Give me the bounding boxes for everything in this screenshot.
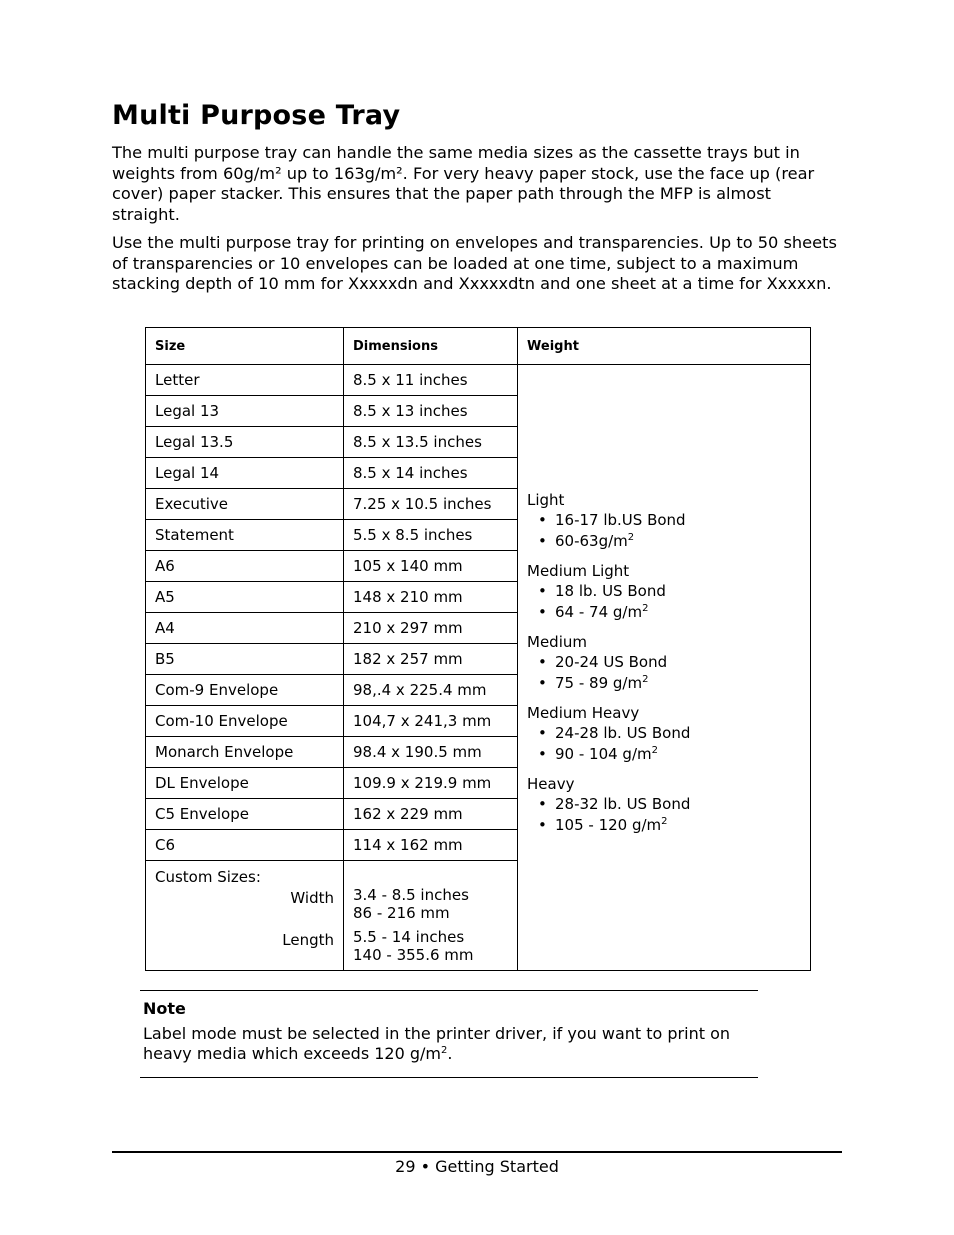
dimensions-cell: 8.5 x 13.5 inches <box>344 427 518 458</box>
weight-bond: • 24-28 lb. US Bond <box>555 723 801 744</box>
note-body: Label mode must be selected in the printer driver, if you want to print on heavy media which exceeds 120 $g/m^2$. <box>143 1024 730 1063</box>
weight-gsm: • $60-63g/m^2$ <box>555 531 801 552</box>
footer-divider <box>112 1151 842 1153</box>
size-cell: Legal 13.5 <box>146 427 344 458</box>
table-body <box>146 365 811 971</box>
dimensions-cell: 148 x 210 mm <box>344 582 518 613</box>
header-dimensions: Dimensions <box>344 328 518 365</box>
weight-group-light <box>527 490 801 552</box>
size-cell: Monarch Envelope <box>146 737 344 768</box>
weight-cell <box>518 365 811 971</box>
dimensions-cell: 8.5 x 11 inches <box>344 365 518 396</box>
weight-bond: • 28-32 lb. US Bond <box>555 794 801 815</box>
custom-sizes-cell <box>146 861 344 971</box>
page-number: 29 <box>395 1157 416 1176</box>
weight-name: Medium Light <box>527 562 630 580</box>
note-top-divider <box>140 990 758 991</box>
dimensions-cell: 162 x 229 mm <box>344 799 518 830</box>
weight-bond: • 18 lb. US Bond <box>555 581 801 602</box>
weight-list <box>527 510 801 552</box>
size-cell: Executive <box>146 489 344 520</box>
weight-group-heavy <box>527 774 801 836</box>
custom-length-mm: 140 - 355.6 mm <box>353 946 474 964</box>
size-cell: Statement <box>146 520 344 551</box>
size-cell: DL Envelope <box>146 768 344 799</box>
header-weight: Weight <box>518 328 811 365</box>
page-title: Multi Purpose Tray <box>112 100 401 131</box>
size-cell: Com-10 Envelope <box>146 706 344 737</box>
weight-gsm: • 105 - 120 $g/m^2$ <box>555 815 801 836</box>
note-heading: Note <box>143 999 186 1018</box>
size-cell: Letter <box>146 365 344 396</box>
custom-width-label: Width <box>290 889 334 907</box>
weight-group-medium-light <box>527 561 801 623</box>
weight-group-medium <box>527 632 801 694</box>
dimensions-cell: 7.25 x 10.5 inches <box>344 489 518 520</box>
size-cell: Legal 13 <box>146 396 344 427</box>
size-cell: A4 <box>146 613 344 644</box>
dimensions-cell: 114 x 162 mm <box>344 830 518 861</box>
media-size-table <box>145 327 811 971</box>
table-header-row <box>146 328 811 365</box>
weight-bond: • 16-17 lb.US Bond <box>555 510 801 531</box>
dimensions-cell: 98.4 x 190.5 mm <box>344 737 518 768</box>
size-cell: A5 <box>146 582 344 613</box>
weight-bond: • 20-24 US Bond <box>555 652 801 673</box>
weight-gsm: • 64 - 74 $g/m^2$ <box>555 602 801 623</box>
dimensions-cell: 8.5 x 13 inches <box>344 396 518 427</box>
dimensions-cell: 105 x 140 mm <box>344 551 518 582</box>
table-row <box>146 365 811 396</box>
weight-gsm: • 75 - 89 $g/m^2$ <box>555 673 801 694</box>
size-cell: Legal 14 <box>146 458 344 489</box>
size-cell: A6 <box>146 551 344 582</box>
weight-list <box>527 794 801 836</box>
custom-width-inches: 3.4 - 8.5 inches <box>353 886 469 904</box>
intro-paragraph: The multi purpose tray can handle the same media sizes as the cassette trays but in weights from 60g/m² up to 163g/m². For very heavy paper stock, use the face up (rear cover) paper stacker. This ensures that the paper path through the MFP is almost straight. <box>112 143 815 224</box>
dimensions-cell: 210 x 297 mm <box>344 613 518 644</box>
footer-section: Getting Started <box>435 1157 559 1176</box>
size-cell: B5 <box>146 644 344 675</box>
dimensions-cell: 104,7 x 241,3 mm <box>344 706 518 737</box>
weight-list <box>527 581 801 623</box>
custom-dimensions-cell <box>344 861 518 971</box>
weight-group-medium-heavy <box>527 703 801 765</box>
size-cell: Com-9 Envelope <box>146 675 344 706</box>
weight-name: Heavy <box>527 775 575 793</box>
custom-width-mm: 86 - 216 mm <box>353 904 450 922</box>
footer-separator: • <box>420 1157 431 1176</box>
custom-length-label: Length <box>282 931 334 949</box>
weight-name: Medium Heavy <box>527 704 640 722</box>
size-cell: C5 Envelope <box>146 799 344 830</box>
usage-paragraph: Use the multi purpose tray for printing on envelopes and transparencies. Up to 50 sheets of transparencies or 10 envelopes can be loaded at one time, subject to a maximum stacking depth of 10 mm for Xxxxxdn and Xxxxxdtn and one sheet at a time for Xxxxxn. <box>112 233 837 294</box>
weight-name: Light <box>527 491 565 509</box>
weight-list <box>527 652 801 694</box>
dimensions-cell: 8.5 x 14 inches <box>344 458 518 489</box>
page-footer <box>0 1157 954 1176</box>
note-bottom-divider <box>140 1077 758 1078</box>
size-cell: C6 <box>146 830 344 861</box>
custom-sizes-label: Custom Sizes: <box>155 868 261 886</box>
weight-gsm: • 90 - 104 $g/m^2$ <box>555 744 801 765</box>
dimensions-cell: 182 x 257 mm <box>344 644 518 675</box>
header-size: Size <box>146 328 344 365</box>
dimensions-cell: 5.5 x 8.5 inches <box>344 520 518 551</box>
custom-length-inches: 5.5 - 14 inches <box>353 928 465 946</box>
dimensions-cell: 109.9 x 219.9 mm <box>344 768 518 799</box>
dimensions-cell: 98,.4 x 225.4 mm <box>344 675 518 706</box>
weight-list <box>527 723 801 765</box>
weight-name: Medium <box>527 633 587 651</box>
